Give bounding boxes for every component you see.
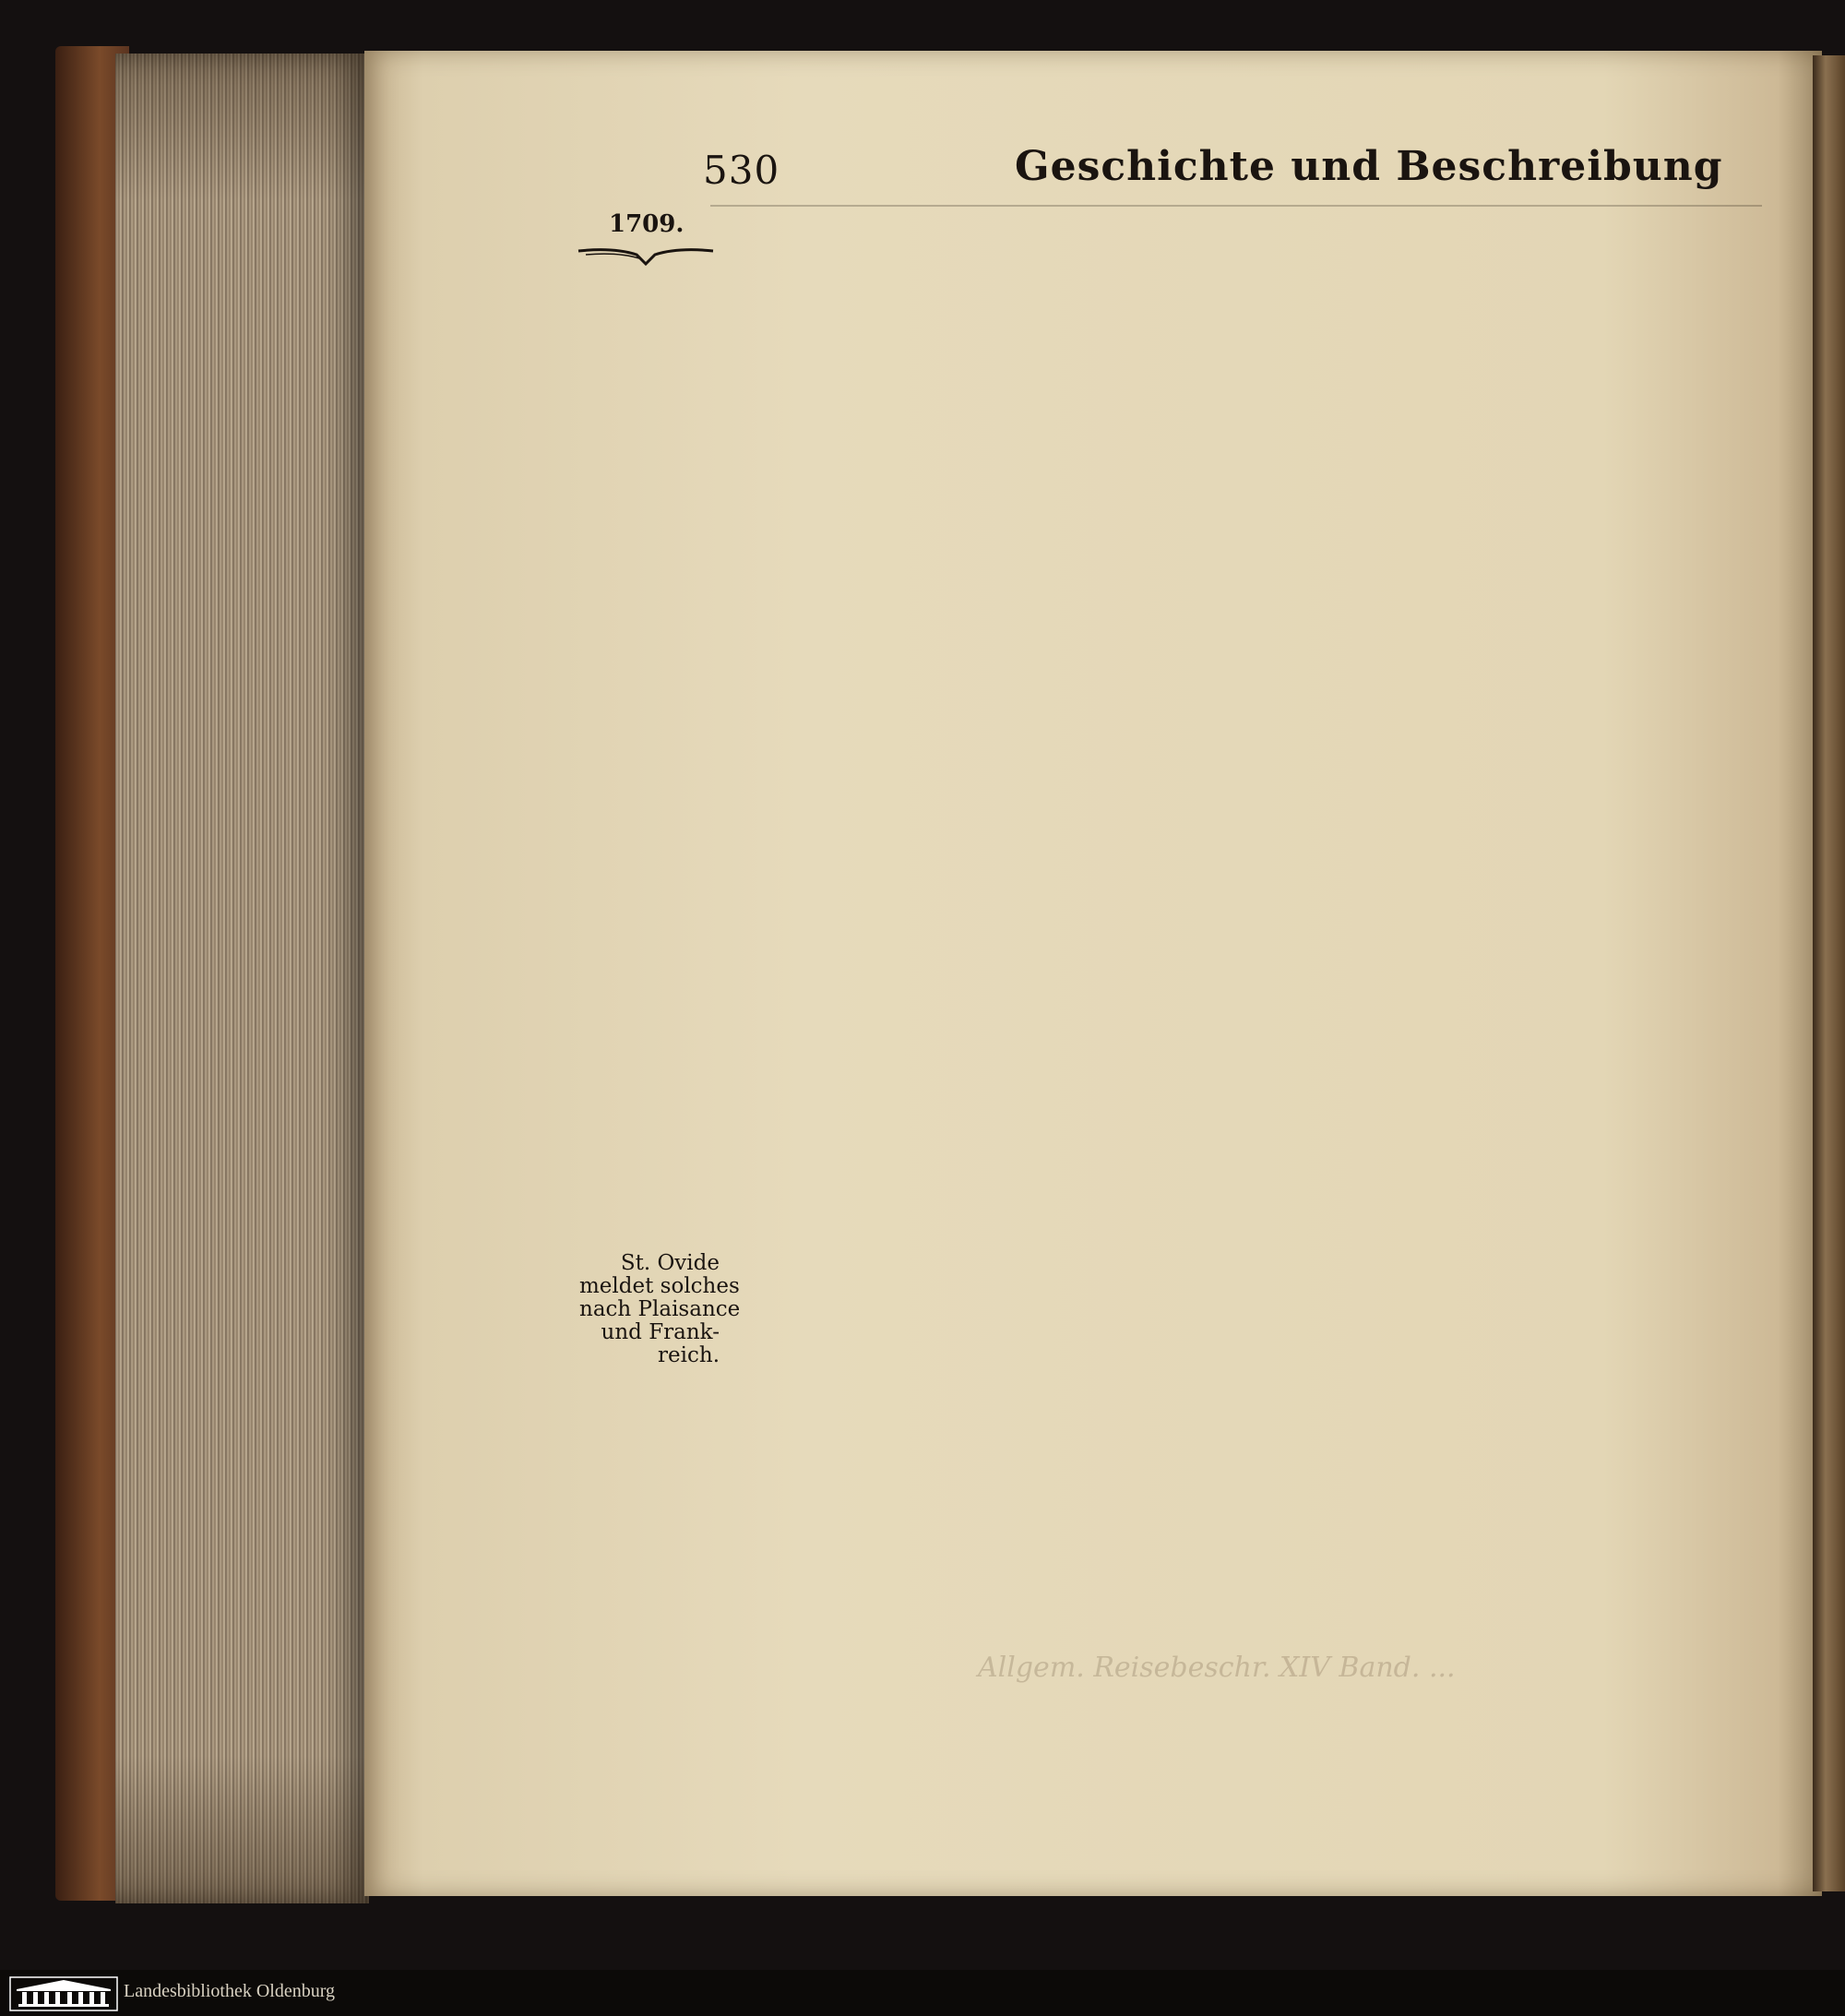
year-margin-note: 1709.: [609, 210, 684, 238]
page-edges: [115, 54, 369, 1903]
margin-note-line: und Frank-: [601, 1320, 720, 1344]
flourish-ornament: [577, 240, 715, 268]
margin-note-line: reich.: [658, 1343, 720, 1367]
library-footer: [0, 1970, 1845, 2016]
margin-note-line: St. Ovide: [620, 1251, 720, 1275]
margin-note-line: meldet solches: [579, 1274, 740, 1298]
header-rule: [710, 205, 1762, 207]
right-gutter: [1813, 55, 1845, 1891]
page-number: 530: [703, 148, 780, 193]
show-through-text: Allgem. Reisebeschr. XIV Band. ...: [978, 1652, 1456, 1684]
side-margin-note: [579, 1251, 741, 1367]
library-building-icon: [9, 1976, 118, 2011]
library-name: Landesbibliothek Oldenburg: [124, 1981, 336, 2001]
running-head: Geschichte und Beschreibung: [1015, 143, 1723, 190]
margin-note-line: nach Plaisance: [579, 1297, 741, 1321]
book-page: [364, 51, 1822, 1896]
